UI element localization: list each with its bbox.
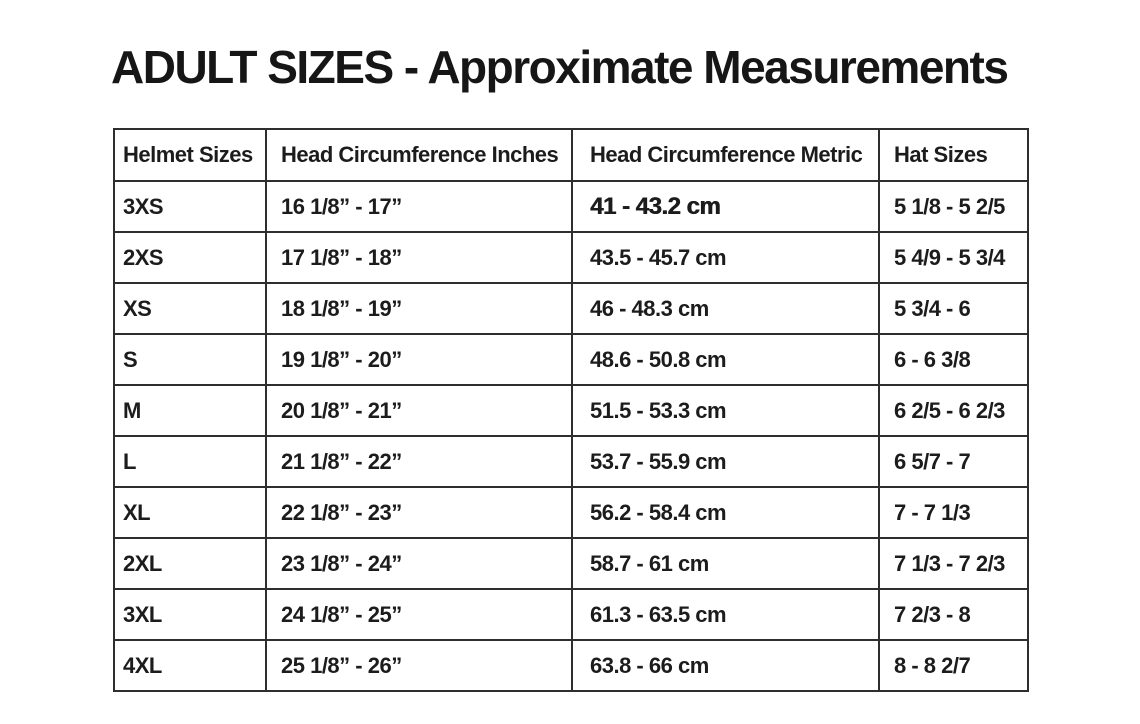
helmet-size-cell: S — [114, 334, 266, 385]
hat-size-cell: 6 - 6 3/8 — [879, 334, 1028, 385]
metric-cell: 63.8 - 66 cm — [572, 640, 879, 691]
table-header-row — [114, 129, 1028, 181]
inches-cell: 17 1/8” - 18” — [266, 232, 572, 283]
page-title: ADULT SIZES - Approximate Measurements — [111, 41, 1008, 93]
metric-cell: 53.7 - 55.9 cm — [572, 436, 879, 487]
hat-size-cell: 6 5/7 - 7 — [879, 436, 1028, 487]
inches-cell: 19 1/8” - 20” — [266, 334, 572, 385]
hat-size-cell: 5 4/9 - 5 3/4 — [879, 232, 1028, 283]
inches-cell: 24 1/8” - 25” — [266, 589, 572, 640]
inches-cell: 18 1/8” - 19” — [266, 283, 572, 334]
table-row — [114, 283, 1028, 334]
metric-cell: 48.6 - 50.8 cm — [572, 334, 879, 385]
helmet-size-cell: M — [114, 385, 266, 436]
helmet-size-cell: L — [114, 436, 266, 487]
table-row — [114, 232, 1028, 283]
metric-cell: 56.2 - 58.4 cm — [572, 487, 879, 538]
table-row — [114, 487, 1028, 538]
table-row — [114, 589, 1028, 640]
hat-size-cell: 5 1/8 - 5 2/5 — [879, 181, 1028, 232]
table-row — [114, 385, 1028, 436]
metric-cell: 43.5 - 45.7 cm — [572, 232, 879, 283]
table-row — [114, 640, 1028, 691]
column-header-hat-sizes: Hat Sizes — [879, 129, 1028, 181]
metric-cell: 46 - 48.3 cm — [572, 283, 879, 334]
size-chart-table — [113, 128, 1029, 692]
inches-cell: 16 1/8” - 17” — [266, 181, 572, 232]
hat-size-cell: 7 2/3 - 8 — [879, 589, 1028, 640]
inches-cell: 21 1/8” - 22” — [266, 436, 572, 487]
inches-cell: 22 1/8” - 23” — [266, 487, 572, 538]
helmet-size-cell: 2XL — [114, 538, 266, 589]
inches-cell: 20 1/8” - 21” — [266, 385, 572, 436]
helmet-size-cell: XL — [114, 487, 266, 538]
metric-cell: 61.3 - 63.5 cm — [572, 589, 879, 640]
table-row — [114, 334, 1028, 385]
helmet-size-cell: 3XL — [114, 589, 266, 640]
helmet-size-cell: XS — [114, 283, 266, 334]
helmet-size-cell: 3XS — [114, 181, 266, 232]
table-row — [114, 538, 1028, 589]
hat-size-cell: 8 - 8 2/7 — [879, 640, 1028, 691]
hat-size-cell: 7 1/3 - 7 2/3 — [879, 538, 1028, 589]
table-row — [114, 436, 1028, 487]
column-header-helmet-sizes: Helmet Sizes — [114, 129, 266, 181]
inches-cell: 23 1/8” - 24” — [266, 538, 572, 589]
metric-cell: 58.7 - 61 cm — [572, 538, 879, 589]
metric-cell: 51.5 - 53.3 cm — [572, 385, 879, 436]
inches-cell: 25 1/8” - 26” — [266, 640, 572, 691]
hat-size-cell: 5 3/4 - 6 — [879, 283, 1028, 334]
table-row — [114, 181, 1028, 232]
metric-cell: 41 - 43.2 cm — [572, 181, 879, 232]
hat-size-cell: 7 - 7 1/3 — [879, 487, 1028, 538]
helmet-size-cell: 2XS — [114, 232, 266, 283]
helmet-size-cell: 4XL — [114, 640, 266, 691]
hat-size-cell: 6 2/5 - 6 2/3 — [879, 385, 1028, 436]
column-header-head-circumference-metric: Head Circumference Metric — [572, 129, 879, 181]
column-header-head-circumference-inches: Head Circumference Inches — [266, 129, 572, 181]
